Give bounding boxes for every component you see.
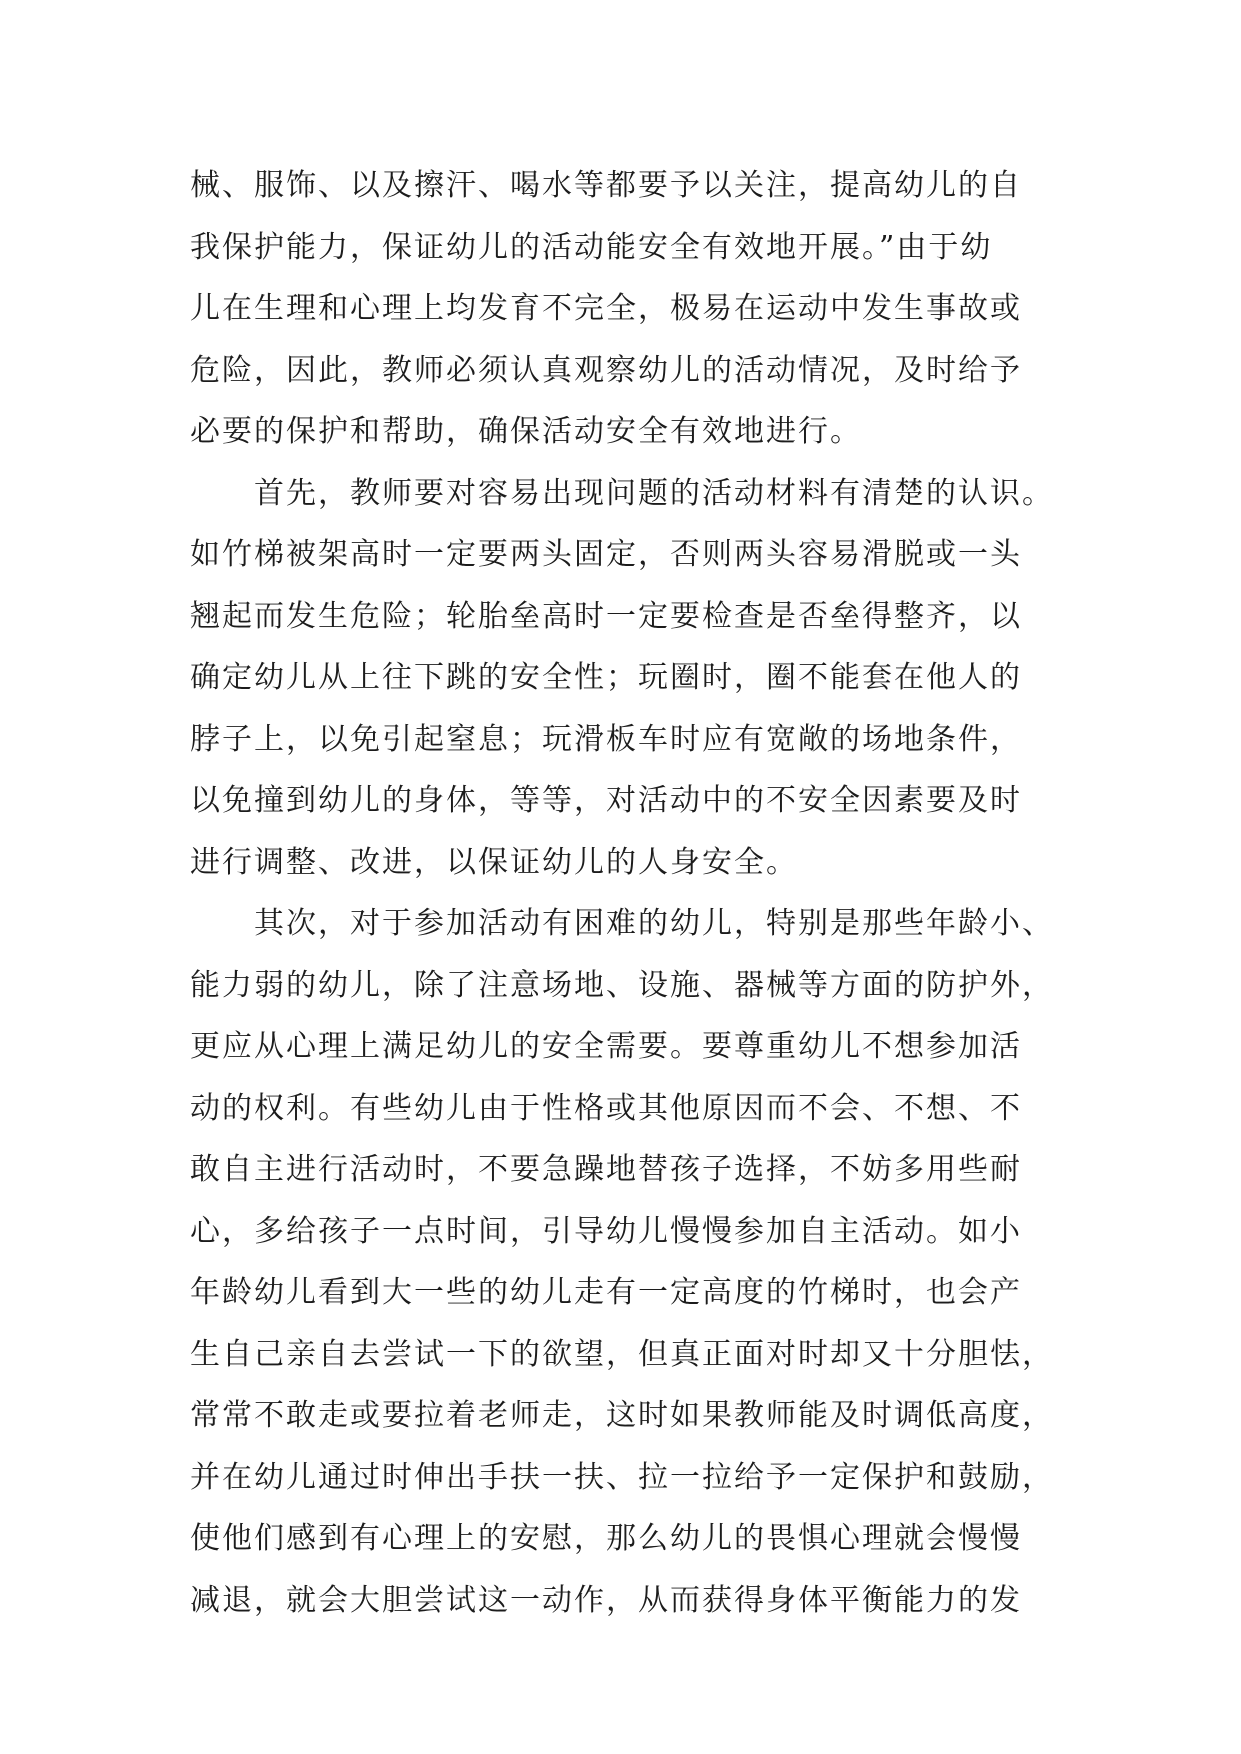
text-line: 敢自主进行活动时，不要急躁地替孩子选择，不妨多用些耐 xyxy=(190,1152,1022,1187)
text-line: 进行调整、改进，以保证幼儿的人身安全。 xyxy=(190,844,798,880)
text-line: 生自己亲自去尝试一下的欲望，但真正面对时却又十分胆怯， xyxy=(190,1336,1054,1372)
body-text xyxy=(190,155,1060,1631)
text-line: 动的权利。有些幼儿由于性格或其他原因而不会、不想、不 xyxy=(190,1090,1022,1126)
text-line: 年龄幼儿看到大一些的幼儿走有一定高度的竹梯时，也会产 xyxy=(190,1275,1022,1310)
text-line: 首先，教师要对容易出现问题的活动材料有清楚的认识。 xyxy=(190,475,1054,511)
text-line: 确定幼儿从上往下跳的安全性；玩圈时，圈不能套在他人的 xyxy=(190,660,1022,695)
text-line: 心，多给孩子一点时间，引导幼儿慢慢参加自主活动。如小 xyxy=(190,1213,1022,1249)
text-line: 并在幼儿通过时伸出手扶一扶、拉一拉给予一定保护和鼓励， xyxy=(190,1459,1054,1495)
text-line: 更应从心理上满足幼儿的安全需要。要尊重幼儿不想参加活 xyxy=(190,1029,1022,1064)
text-line: 如竹梯被架高时一定要两头固定，否则两头容易滑脱或一头 xyxy=(190,537,1022,572)
text-line: 常常不敢走或要拉着老师走，这时如果教师能及时调低高度， xyxy=(190,1398,1054,1433)
text-line: 我保护能力，保证幼儿的活动能安全有效地开展。”由于幼 xyxy=(190,229,993,265)
text-line: 械、服饰、以及擦汗、喝水等都要予以关注，提高幼儿的自 xyxy=(190,168,1022,203)
text-line: 儿在生理和心理上均发育不完全，极易在运动中发生事故或 xyxy=(190,291,1022,326)
text-line: 危险，因此，教师必须认真观察幼儿的活动情况，及时给予 xyxy=(190,352,1022,388)
text-line: 其次，对于参加活动有困难的幼儿，特别是那些年龄小、 xyxy=(190,906,1054,941)
text-line: 脖子上，以免引起窒息；玩滑板车时应有宽敞的场地条件， xyxy=(190,721,1022,757)
text-line: 以免撞到幼儿的身体，等等，对活动中的不安全因素要及时 xyxy=(190,783,1022,818)
text-line: 必要的保护和帮助，确保活动安全有效地进行。 xyxy=(190,414,862,449)
text-line: 减退，就会大胆尝试这一动作，从而获得身体平衡能力的发 xyxy=(190,1582,1022,1618)
text-line: 使他们感到有心理上的安慰，那么幼儿的畏惧心理就会慢慢 xyxy=(190,1521,1022,1556)
text-line: 翘起而发生危险；轮胎垒高时一定要检查是否垒得整齐，以 xyxy=(190,598,1022,634)
text-line: 能力弱的幼儿，除了注意场地、设施、器械等方面的防护外， xyxy=(190,967,1054,1003)
